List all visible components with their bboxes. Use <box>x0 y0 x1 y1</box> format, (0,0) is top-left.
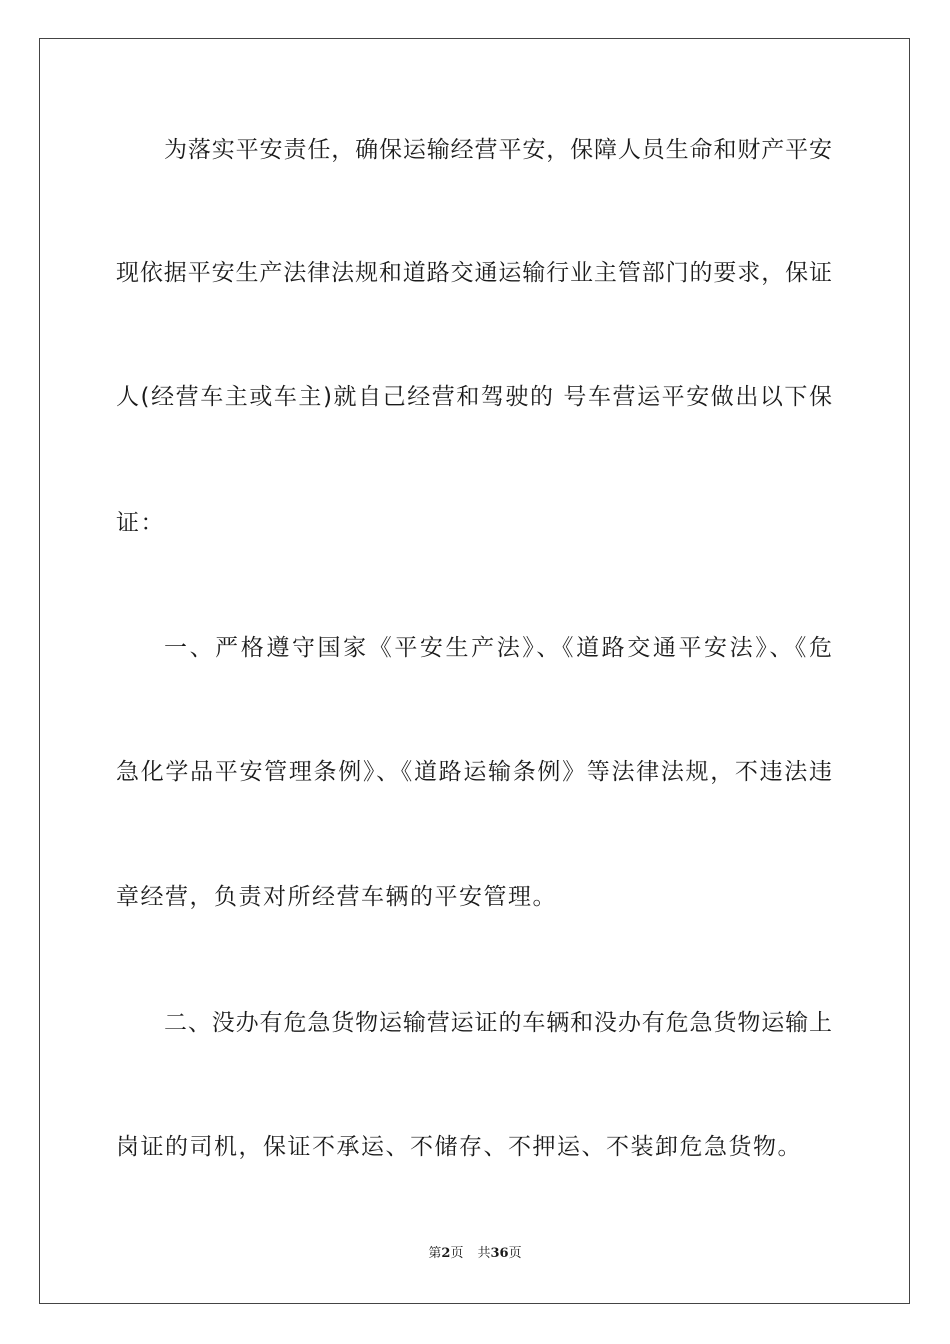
paragraph-1-line-2: 现依据平安生产法律法规和道路交通运输行业主管部门的要求，保证 <box>116 260 832 286</box>
paragraph-1-line-3: 人(经营车主或车主)就自己经营和驾驶的 号车营运平安做出以下保 <box>116 384 832 410</box>
page-suffix: 页 <box>450 1246 464 1261</box>
paragraph-2-line-1: 一、严格遵守国家《平安生产法》、《道路交通平安法》、《危 <box>164 635 832 661</box>
total-suffix: 页 <box>508 1246 522 1261</box>
paragraph-3-line-1: 二、没办有危急货物运输营运证的车辆和没办有危急货物运输上 <box>164 1010 832 1036</box>
total-pages: 36 <box>490 1246 509 1261</box>
total-prefix: 共 <box>477 1246 491 1261</box>
page-number: 2 <box>441 1246 451 1261</box>
page-footer <box>0 1245 950 1263</box>
paragraph-3-line-2: 岗证的司机，保证不承运、不储存、不押运、不装卸危急货物。 <box>116 1134 802 1160</box>
page-border <box>39 38 910 1304</box>
paragraph-2-line-3: 章经营，负责对所经营车辆的平安管理。 <box>116 884 557 910</box>
paragraph-1-line-1: 为落实平安责任，确保运输经营平安，保障人员生命和财产平安 <box>164 137 832 163</box>
paragraph-1-line-4: 证： <box>116 510 165 536</box>
paragraph-2-line-2: 急化学品平安管理条例》、《道路运输条例》等法律法规，不违法违 <box>116 759 832 785</box>
page-prefix: 第 <box>428 1246 442 1261</box>
